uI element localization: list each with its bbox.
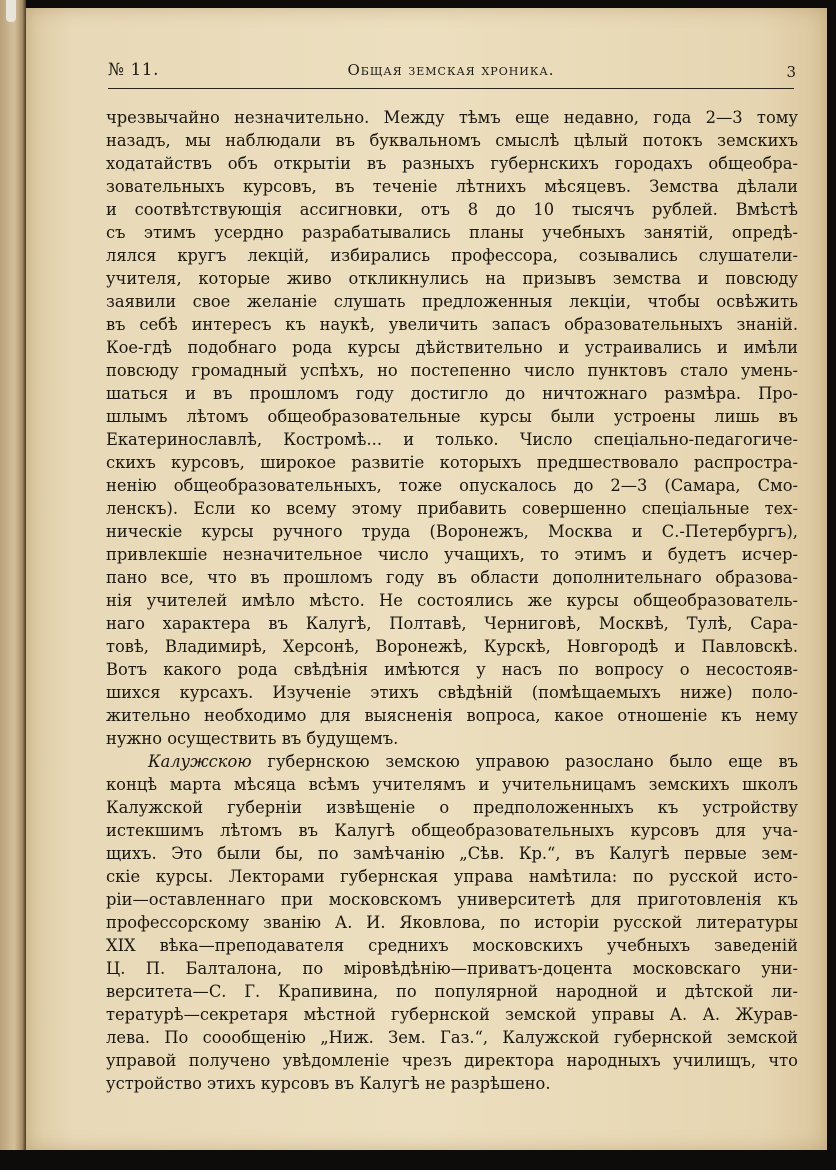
text-line: въ себѣ интересъ къ наукѣ, увеличить запасъ образовательныхъ знаній. bbox=[106, 315, 798, 334]
page-number: 3 bbox=[786, 63, 796, 81]
text-line: ходатайствъ объ открытіи въ разныхъ губернскихъ городахъ общеобра- bbox=[106, 154, 798, 173]
text-line: заявили свое желаніе слушать предложенныя лекціи, чтобы освѣжить bbox=[106, 292, 798, 311]
text-line: шихся курсахъ. Изученіе этихъ свѣдѣній (помѣщаемыхъ ниже) поло- bbox=[106, 683, 798, 702]
text-line: ленскъ). Если ко всему этому прибавить совершенно спеціальные тех- bbox=[106, 499, 798, 518]
text-line: товѣ, Владимирѣ, Херсонѣ, Воронежѣ, Курскѣ, Новгородѣ и Павловскѣ. bbox=[106, 637, 798, 656]
text-line: Кое-гдѣ подобнаго рода курсы дѣйствительно и устраивались и имѣли bbox=[106, 338, 798, 357]
text-line: нія учителей имѣло мѣсто. Не состоялись же курсы общеобразователь- bbox=[106, 591, 798, 610]
text-line: нужно осуществить въ будущемъ. bbox=[106, 729, 399, 748]
text-line: истекшимъ лѣтомъ въ Калугѣ общеобразовательныхъ курсовъ для уча- bbox=[106, 821, 798, 840]
section-title: Общая земская хроника. bbox=[347, 61, 555, 79]
text-line: наго характера въ Калугѣ, Полтавѣ, Черниговѣ, Москвѣ, Тулѣ, Сара- bbox=[106, 614, 798, 633]
italic-place-name: Калужскою bbox=[148, 752, 252, 771]
text-line bbox=[106, 750, 798, 773]
binding-clip bbox=[6, 0, 16, 22]
text-line: тературѣ—секретаря мѣстной губернской земской управы А. А. Журав- bbox=[106, 1005, 798, 1024]
text-line: профессорскому званію А. И. Яковлова, по исторіи русской литературы bbox=[106, 913, 798, 932]
text-line: ненію общеобразовательныхъ, тоже опускалось до 2—3 (Самара, Смо- bbox=[106, 476, 798, 495]
text-line: учителя, которые живо откликнулись на призывъ земства и повсюду bbox=[106, 269, 798, 288]
text-line: съ этимъ усердно разрабатывались планы учебныхъ занятій, опредѣ- bbox=[106, 223, 798, 242]
text-line: и соотвѣтствующія ассигновки, отъ 8 до 10 тысячъ рублей. Вмѣстѣ bbox=[106, 200, 798, 219]
paragraph-2 bbox=[106, 750, 798, 1095]
text-line: ническіе курсы ручного труда (Воронежъ, Москва и С.-Петербургъ), bbox=[106, 522, 798, 541]
paragraph-1 bbox=[106, 106, 798, 750]
text-line-rest: губернскою земскою управою разослано было еще въ bbox=[251, 752, 798, 771]
text-line: верситета—С. Г. Крапивина, по популярной народной и дѣтской ли- bbox=[106, 982, 798, 1001]
text-line: Калужской губерніи извѣщеніе о предположенныхъ къ устройству bbox=[106, 798, 798, 817]
text-line: лялся кругъ лекцій, избирались профессора, созывались слушатели- bbox=[106, 246, 798, 265]
text-line: управой получено увѣдомленіе чрезъ директора народныхъ училищъ, что bbox=[106, 1051, 798, 1070]
previous-page-edge bbox=[0, 0, 26, 1152]
running-header bbox=[108, 60, 794, 90]
book-page bbox=[26, 8, 827, 1150]
text-line: Вотъ какого рода свѣдѣнія имѣются у насъ по вопросу о несостояв- bbox=[106, 660, 798, 679]
text-line: устройство этихъ курсовъ въ Калугѣ не разрѣшено. bbox=[106, 1074, 551, 1093]
text-line: скіе курсы. Лекторами губернская управа намѣтила: по русской исто- bbox=[106, 867, 798, 886]
issue-number: № 11. bbox=[108, 60, 160, 80]
header-rule bbox=[108, 88, 794, 89]
text-line: назадъ, мы наблюдали въ буквальномъ смыслѣ цѣлый потокъ земскихъ bbox=[106, 131, 798, 150]
body-text bbox=[106, 106, 798, 1095]
text-line: Екатеринославлѣ, Костромѣ... и только. Число спеціально-педагогиче- bbox=[106, 430, 798, 449]
text-line: повсюду громадный успѣхъ, но постепенно число пунктовъ стало умень- bbox=[106, 361, 798, 380]
scan-bottom-edge bbox=[0, 1150, 836, 1170]
text-line: жительно необходимо для выясненія вопроса, какое отношеніе къ нему bbox=[106, 706, 798, 725]
text-line: щихъ. Это были бы, по замѣчанію „Сѣв. Кр.“, въ Калугѣ первые зем- bbox=[106, 844, 798, 863]
text-line: шаться и въ прошломъ году достигло до ничтожнаго размѣра. Про- bbox=[106, 384, 798, 403]
text-line: ріи—оставленнаго при московскомъ университетѣ для приготовленія къ bbox=[106, 890, 798, 909]
text-line: шлымъ лѣтомъ общеобразовательные курсы были устроены лишь въ bbox=[106, 407, 798, 426]
text-line: XIX вѣка—преподавателя среднихъ московскихъ учебныхъ заведеній bbox=[106, 936, 798, 955]
text-line: пано все, что въ прошломъ году въ области дополнительнаго образова- bbox=[106, 568, 798, 587]
text-line: лева. По соообщенію „Ниж. Зем. Газ.“, Калужской губернской земской bbox=[106, 1028, 798, 1047]
text-line: зовательныхъ курсовъ, въ теченіе лѣтнихъ мѣсяцевъ. Земства дѣлали bbox=[106, 177, 798, 196]
text-line: концѣ марта мѣсяца всѣмъ учителямъ и учительницамъ земскихъ школъ bbox=[106, 775, 798, 794]
text-line: скихъ курсовъ, широкое развитіе которыхъ предшествовало распростра- bbox=[106, 453, 798, 472]
text-line: Ц. П. Балталона, по міровѣдѣнію—приватъ-доцента московскаго уни- bbox=[106, 959, 798, 978]
text-line: чрезвычайно незначительно. Между тѣмъ еще недавно, года 2—3 тому bbox=[106, 108, 798, 127]
text-line: привлекшіе незначительное число учащихъ, то этимъ и будетъ исчер- bbox=[106, 545, 798, 564]
